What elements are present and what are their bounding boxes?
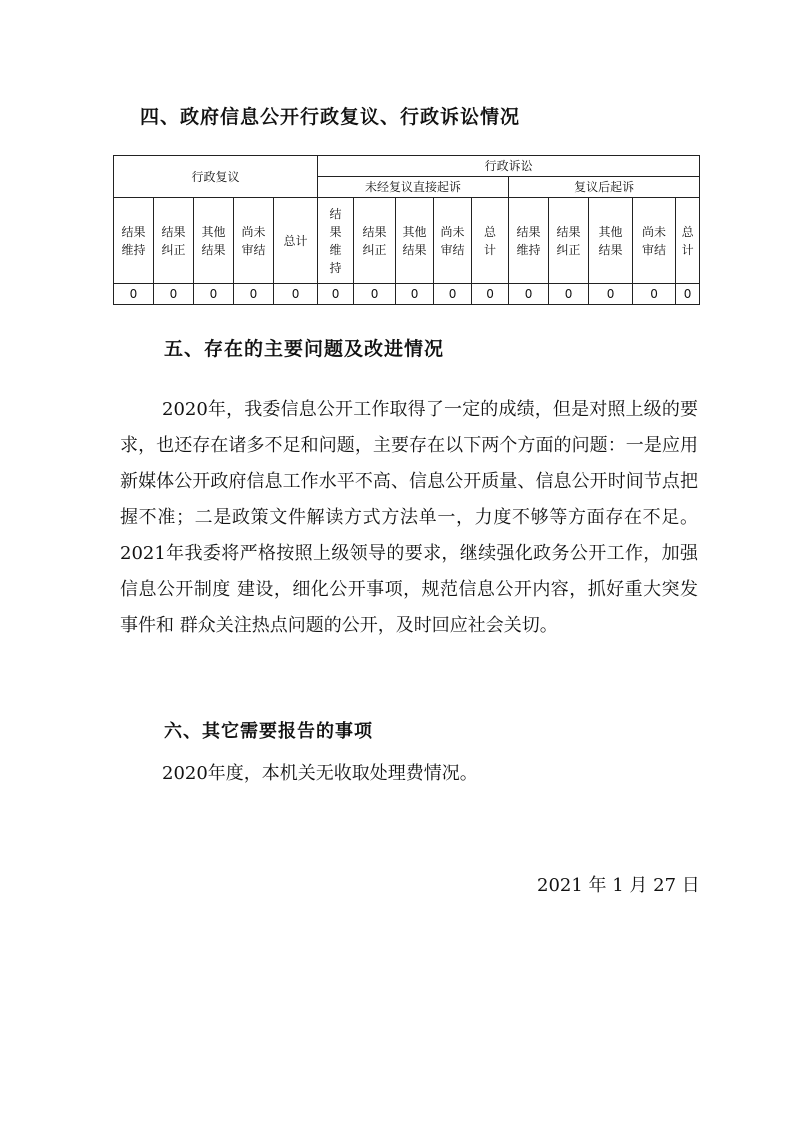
value-cell-0: 0 (114, 284, 154, 305)
review-col-header-3: 尚未 审结 (234, 198, 274, 284)
value-cell-9: 0 (472, 284, 509, 305)
section-5-body (120, 392, 698, 644)
value-cell-1: 0 (154, 284, 194, 305)
post-col-header-1: 结果 纠正 (549, 198, 589, 284)
post-col-header-4: 总 计 (676, 198, 700, 284)
post-col-header-0: 结果 维持 (509, 198, 549, 284)
direct-col-header-3: 尚未 审结 (434, 198, 472, 284)
header-admin-lawsuit: 行政诉讼 (318, 156, 700, 177)
post-col-header-3: 尚未 审结 (633, 198, 676, 284)
value-cell-14: 0 (676, 284, 700, 305)
review-col-header-1: 结果 纠正 (154, 198, 194, 284)
direct-col-header-0: 结 果 维 持 (318, 198, 354, 284)
document-date: 2021 年 1 月 27 日 (537, 875, 700, 896)
header-direct-suit: 未经复议直接起诉 (318, 177, 509, 198)
section-5-heading: 五、存在的主要问题及改进情况 (164, 338, 445, 360)
section-5-paragraph: 2020年，我委信息公开工作取得了一定的成绩，但是对照上级的要求，也还存在诸多不足和问题，主要存在以下两个方面的问题：一是应用新媒体公开政府信息工作水平不高、信息公开质量、信息公开时间节点把握不准；二是政策文件解读方式方法单一，力度不够等方面存在不足。2021年我委将严格按照上级领导的要求，继续强化政务公开工作，加强信息公开制度 建设，细化公开事项，规范信息公开内容，抓好重大突发事件和 群众关注热点问题的公开，及时回应社会关切。 (120, 399, 698, 636)
section-6-body (162, 756, 740, 792)
value-cell-2: 0 (194, 284, 234, 305)
header-admin-review: 行政复议 (114, 156, 318, 198)
direct-col-header-1: 结果 纠正 (354, 198, 396, 284)
direct-col-header-4: 总 计 (472, 198, 509, 284)
value-cell-10: 0 (509, 284, 549, 305)
value-cell-12: 0 (589, 284, 633, 305)
review-col-header-0: 结果 维持 (114, 198, 154, 284)
section-6-heading: 六、其它需要报告的事项 (164, 721, 373, 742)
header-post-review-suit: 复议后起诉 (509, 177, 700, 198)
value-cell-7: 0 (396, 284, 434, 305)
direct-col-header-2: 其他 结果 (396, 198, 434, 284)
value-cell-13: 0 (633, 284, 676, 305)
value-cell-11: 0 (549, 284, 589, 305)
value-cell-6: 0 (354, 284, 396, 305)
value-cell-5: 0 (318, 284, 354, 305)
value-cell-3: 0 (234, 284, 274, 305)
value-cell-8: 0 (434, 284, 472, 305)
section-4-heading: 四、政府信息公开行政复议、行政诉讼情况 (140, 106, 521, 128)
section-6-paragraph: 2020年度，本机关无收取处理费情况。 (162, 763, 478, 784)
review-lawsuit-table (113, 155, 700, 305)
post-col-header-2: 其他 结果 (589, 198, 633, 284)
review-col-header-2: 其他 结果 (194, 198, 234, 284)
review-col-header-4: 总计 (274, 198, 318, 284)
value-cell-4: 0 (274, 284, 318, 305)
